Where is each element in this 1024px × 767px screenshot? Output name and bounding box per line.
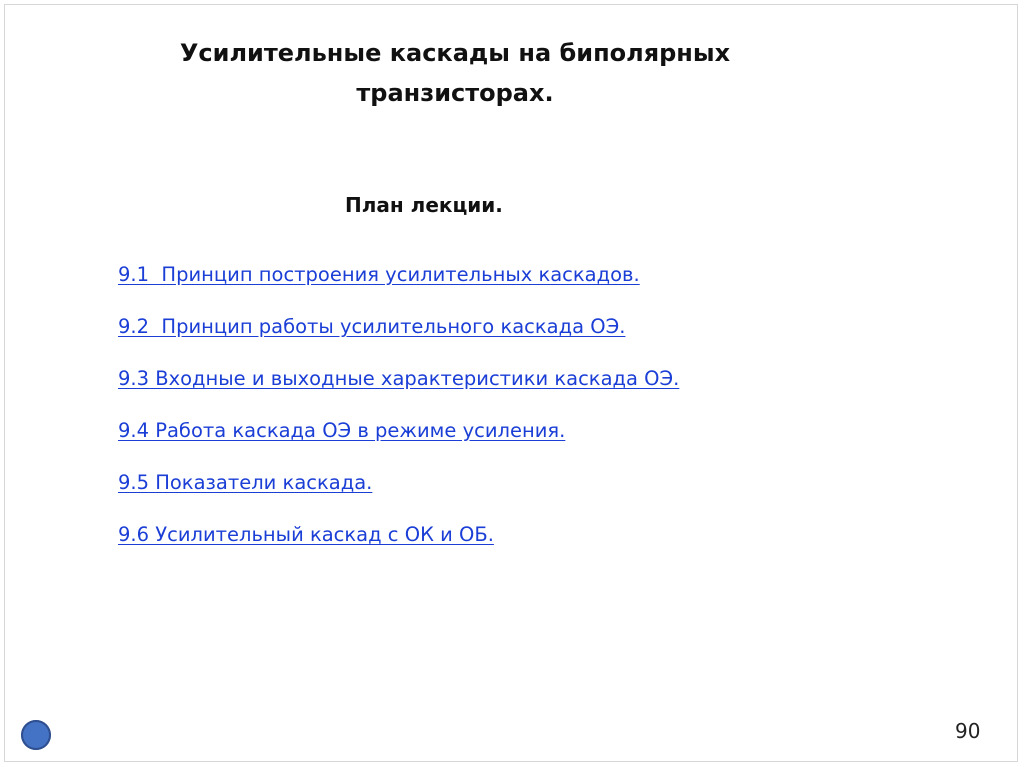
slide: [4, 4, 1018, 762]
list-item: [118, 419, 679, 471]
slide-title: [155, 33, 755, 113]
plan-link-9-5[interactable]: 9.5 Показатели каскада.: [118, 471, 373, 494]
list-item: [118, 471, 679, 523]
plan-link-9-4[interactable]: 9.4 Работа каскада ОЭ в режиме усиления.: [118, 419, 566, 442]
slide-title-line-1: Усилительные каскады на биполярных: [179, 39, 731, 67]
page-number: 90: [955, 719, 981, 743]
plan-link-9-1[interactable]: 9.1 Принцип построения усилительных каскадов.: [118, 263, 640, 286]
plan-heading: План лекции.: [345, 193, 503, 217]
plan-list: [118, 263, 679, 575]
plan-link-9-2[interactable]: 9.2 Принцип работы усилительного каскада ОЭ.: [118, 315, 626, 338]
list-item: [118, 263, 679, 315]
list-item: [118, 315, 679, 367]
slide-title-line-2: транзисторах.: [356, 79, 554, 107]
list-item: [118, 523, 679, 575]
plan-link-9-3[interactable]: 9.3 Входные и выходные характеристики каскада ОЭ.: [118, 367, 680, 390]
list-item: [118, 367, 679, 419]
plan-link-9-6[interactable]: 9.6 Усилительный каскад с ОК и ОБ.: [118, 523, 494, 546]
nav-circle-icon[interactable]: [21, 720, 51, 750]
